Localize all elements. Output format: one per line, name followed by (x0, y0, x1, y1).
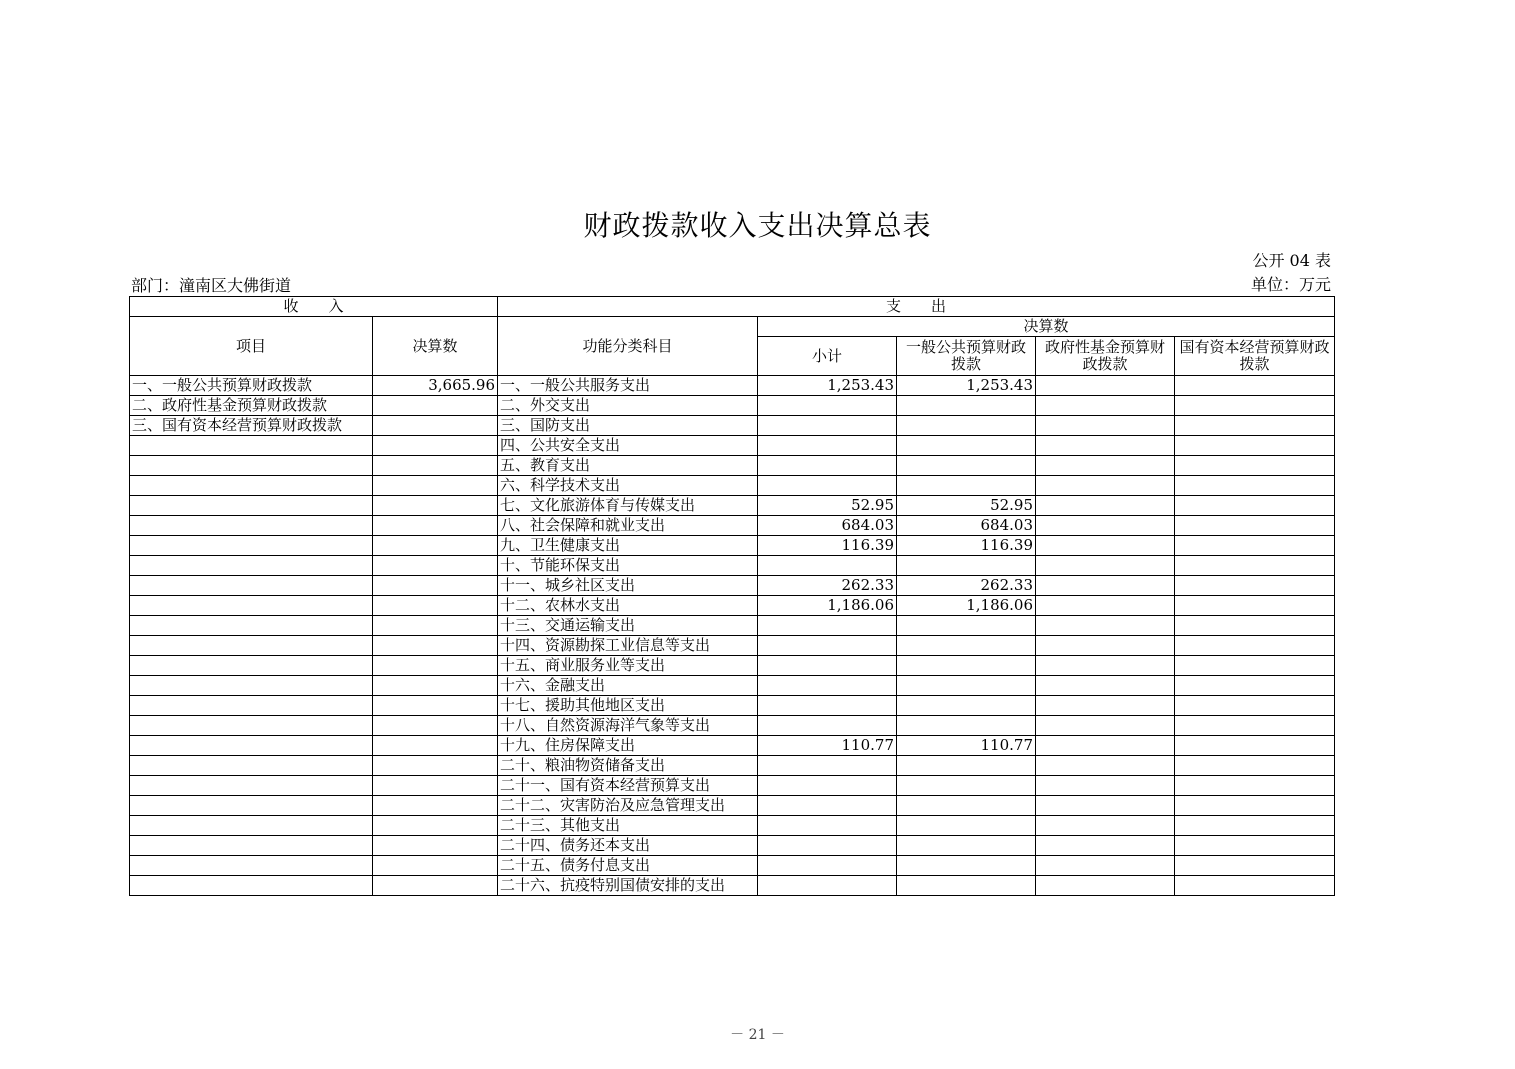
gov-fund-cell (1036, 736, 1175, 756)
table-row (130, 836, 1335, 856)
state-capital-cell (1175, 816, 1335, 836)
subtotal-cell: 1,253.43 (758, 376, 897, 396)
general-budget-cell (897, 876, 1036, 896)
expense-header: 支 出 (498, 297, 1335, 317)
income-amount-cell (373, 496, 498, 516)
income-item-cell (130, 596, 373, 616)
func-category-header: 功能分类科目 (498, 317, 758, 376)
table-row (130, 856, 1335, 876)
gov-fund-cell (1036, 496, 1175, 516)
table-row (130, 616, 1335, 636)
income-item-cell: 二、政府性基金预算财政拨款 (130, 396, 373, 416)
general-budget-cell (897, 476, 1036, 496)
income-amount-cell (373, 716, 498, 736)
expense-item-cell: 十八、自然资源海洋气象等支出 (498, 716, 758, 736)
subtotal-cell (758, 716, 897, 736)
gov-fund-cell (1036, 756, 1175, 776)
expense-item-cell: 八、社会保障和就业支出 (498, 516, 758, 536)
state-capital-cell (1175, 716, 1335, 736)
expense-item-cell: 一、一般公共服务支出 (498, 376, 758, 396)
final-amount-group-header: 决算数 (758, 317, 1335, 337)
subtotal-cell (758, 756, 897, 776)
table-row (130, 736, 1335, 756)
state-capital-cell (1175, 736, 1335, 756)
income-amount-cell (373, 636, 498, 656)
expense-item-cell: 二十五、债务付息支出 (498, 856, 758, 876)
subtotal-cell: 116.39 (758, 536, 897, 556)
income-amount-cell (373, 816, 498, 836)
general-budget-cell (897, 456, 1036, 476)
table-row (130, 636, 1335, 656)
income-item-cell: 一、一般公共预算财政拨款 (130, 376, 373, 396)
gov-fund-cell (1036, 636, 1175, 656)
state-capital-cell (1175, 476, 1335, 496)
state-capital-cell (1175, 616, 1335, 636)
expense-item-cell: 十四、资源勘探工业信息等支出 (498, 636, 758, 656)
table-row (130, 596, 1335, 616)
income-item-cell (130, 876, 373, 896)
gov-fund-cell (1036, 416, 1175, 436)
income-item-cell (130, 476, 373, 496)
income-item-cell (130, 496, 373, 516)
table-row (130, 676, 1335, 696)
table-row (130, 376, 1335, 396)
general-budget-cell: 110.77 (897, 736, 1036, 756)
state-capital-cell (1175, 656, 1335, 676)
expense-item-cell: 十七、援助其他地区支出 (498, 696, 758, 716)
expense-item-cell: 五、教育支出 (498, 456, 758, 476)
state-capital-cell (1175, 856, 1335, 876)
general-budget-header: 一般公共预算财政拨款 (897, 337, 1036, 376)
table-row (130, 516, 1335, 536)
general-budget-cell (897, 696, 1036, 716)
table-row (130, 416, 1335, 436)
gov-fund-cell (1036, 396, 1175, 416)
income-amount-cell (373, 456, 498, 476)
income-amount-cell (373, 596, 498, 616)
general-budget-cell (897, 816, 1036, 836)
table-row (130, 556, 1335, 576)
state-capital-cell (1175, 596, 1335, 616)
table-row (130, 796, 1335, 816)
expense-item-cell: 十六、金融支出 (498, 676, 758, 696)
state-capital-cell (1175, 776, 1335, 796)
income-amount-cell (373, 416, 498, 436)
income-amount-cell (373, 396, 498, 416)
income-amount-cell (373, 576, 498, 596)
state-capital-cell (1175, 396, 1335, 416)
general-budget-cell (897, 776, 1036, 796)
income-amount-cell (373, 696, 498, 716)
subtotal-header: 小计 (758, 337, 897, 376)
income-amount-cell (373, 776, 498, 796)
income-amount-cell (373, 796, 498, 816)
subtotal-cell (758, 476, 897, 496)
income-item-cell (130, 576, 373, 596)
income-item-cell (130, 736, 373, 756)
income-item-cell (130, 856, 373, 876)
subtotal-cell (758, 676, 897, 696)
general-budget-cell: 52.95 (897, 496, 1036, 516)
gov-fund-cell (1036, 476, 1175, 496)
general-budget-cell (897, 636, 1036, 656)
expense-item-cell: 三、国防支出 (498, 416, 758, 436)
table-row (130, 716, 1335, 736)
header-row-2 (130, 317, 1335, 337)
state-capital-cell (1175, 516, 1335, 536)
gov-fund-cell (1036, 656, 1175, 676)
subtotal-cell (758, 436, 897, 456)
subtotal-cell (758, 656, 897, 676)
general-budget-cell (897, 656, 1036, 676)
header-row-1 (130, 297, 1335, 317)
table-row (130, 536, 1335, 556)
department-label: 部门：潼南区大佛街道 (131, 276, 292, 295)
state-capital-cell (1175, 796, 1335, 816)
expense-item-cell: 二十二、灾害防治及应急管理支出 (498, 796, 758, 816)
table-row (130, 656, 1335, 676)
state-capital-cell (1175, 456, 1335, 476)
table-row (130, 696, 1335, 716)
table-row (130, 476, 1335, 496)
state-capital-cell (1175, 576, 1335, 596)
general-budget-cell (897, 716, 1036, 736)
income-item-cell (130, 436, 373, 456)
subtotal-cell: 262.33 (758, 576, 897, 596)
income-item-cell (130, 656, 373, 676)
gov-fund-cell (1036, 856, 1175, 876)
general-budget-cell: 116.39 (897, 536, 1036, 556)
expense-item-cell: 六、科学技术支出 (498, 476, 758, 496)
subtotal-cell (758, 796, 897, 816)
table-row (130, 396, 1335, 416)
gov-fund-cell (1036, 816, 1175, 836)
subtotal-cell (758, 776, 897, 796)
state-capital-cell (1175, 416, 1335, 436)
expense-item-cell: 十二、农林水支出 (498, 596, 758, 616)
income-amount-cell (373, 476, 498, 496)
general-budget-cell (897, 836, 1036, 856)
income-amount-cell (373, 656, 498, 676)
subtotal-cell: 1,186.06 (758, 596, 897, 616)
income-item-cell (130, 816, 373, 836)
subtotal-cell (758, 616, 897, 636)
gov-fund-header: 政府性基金预算财政拨款 (1036, 337, 1175, 376)
state-capital-cell (1175, 556, 1335, 576)
state-capital-cell (1175, 496, 1335, 516)
subtotal-cell (758, 696, 897, 716)
income-amount-cell (373, 436, 498, 456)
general-budget-cell: 1,253.43 (897, 376, 1036, 396)
income-item-cell (130, 676, 373, 696)
subtotal-cell: 684.03 (758, 516, 897, 536)
subtotal-cell: 110.77 (758, 736, 897, 756)
gov-fund-cell (1036, 376, 1175, 396)
table-row (130, 576, 1335, 596)
subtotal-cell (758, 416, 897, 436)
general-budget-cell (897, 676, 1036, 696)
page-title: 财政拨款收入支出决算总表 (583, 209, 932, 242)
general-budget-cell (897, 556, 1036, 576)
income-item-cell (130, 796, 373, 816)
state-capital-cell (1175, 676, 1335, 696)
subtotal-cell (758, 876, 897, 896)
expense-item-cell: 七、文化旅游体育与传媒支出 (498, 496, 758, 516)
state-capital-header: 国有资本经营预算财政拨款 (1175, 337, 1335, 376)
subtotal-cell (758, 396, 897, 416)
gov-fund-cell (1036, 556, 1175, 576)
subtotal-cell (758, 816, 897, 836)
income-amount-cell (373, 736, 498, 756)
income-item-cell (130, 636, 373, 656)
income-amount-cell (373, 536, 498, 556)
income-amount-cell (373, 556, 498, 576)
income-amount-cell: 3,665.96 (373, 376, 498, 396)
gov-fund-cell (1036, 836, 1175, 856)
general-budget-cell: 684.03 (897, 516, 1036, 536)
income-item-cell (130, 756, 373, 776)
subtotal-cell: 52.95 (758, 496, 897, 516)
subtotal-cell (758, 456, 897, 476)
general-budget-cell (897, 436, 1036, 456)
table-row (130, 876, 1335, 896)
form-number: 公开 04 表 (1252, 251, 1331, 270)
gov-fund-cell (1036, 716, 1175, 736)
gov-fund-cell (1036, 516, 1175, 536)
expense-item-cell: 二十三、其他支出 (498, 816, 758, 836)
subtotal-cell (758, 856, 897, 876)
subtotal-cell (758, 636, 897, 656)
income-amount-cell (373, 676, 498, 696)
expense-item-cell: 二十一、国有资本经营预算支出 (498, 776, 758, 796)
general-budget-cell (897, 416, 1036, 436)
expense-item-cell: 十三、交通运输支出 (498, 616, 758, 636)
expense-item-cell: 十九、住房保障支出 (498, 736, 758, 756)
gov-fund-cell (1036, 676, 1175, 696)
gov-fund-cell (1036, 796, 1175, 816)
table-row (130, 496, 1335, 516)
income-amount-cell (373, 876, 498, 896)
table-row (130, 776, 1335, 796)
gov-fund-cell (1036, 576, 1175, 596)
income-item-cell (130, 456, 373, 476)
state-capital-cell (1175, 436, 1335, 456)
expense-item-cell: 二十、粮油物资储备支出 (498, 756, 758, 776)
state-capital-cell (1175, 696, 1335, 716)
expense-item-cell: 十、节能环保支出 (498, 556, 758, 576)
income-item-cell (130, 556, 373, 576)
income-item-cell (130, 616, 373, 636)
income-header: 收 入 (130, 297, 498, 317)
general-budget-cell: 262.33 (897, 576, 1036, 596)
general-budget-cell: 1,186.06 (897, 596, 1036, 616)
expense-item-cell: 十一、城乡社区支出 (498, 576, 758, 596)
subtotal-cell (758, 836, 897, 856)
income-item-cell (130, 696, 373, 716)
gov-fund-cell (1036, 876, 1175, 896)
general-budget-cell (897, 856, 1036, 876)
table-row (130, 436, 1335, 456)
item-header: 项目 (130, 317, 373, 376)
gov-fund-cell (1036, 616, 1175, 636)
expense-item-cell: 二十四、债务还本支出 (498, 836, 758, 856)
income-item-cell (130, 776, 373, 796)
page-number: － 21 － (730, 1027, 785, 1043)
final-amount-header: 决算数 (373, 317, 498, 376)
gov-fund-cell (1036, 596, 1175, 616)
table-row (130, 816, 1335, 836)
expense-item-cell: 二、外交支出 (498, 396, 758, 416)
income-amount-cell (373, 516, 498, 536)
gov-fund-cell (1036, 436, 1175, 456)
income-item-cell (130, 536, 373, 556)
gov-fund-cell (1036, 536, 1175, 556)
expense-item-cell: 四、公共安全支出 (498, 436, 758, 456)
state-capital-cell (1175, 376, 1335, 396)
state-capital-cell (1175, 636, 1335, 656)
gov-fund-cell (1036, 456, 1175, 476)
income-amount-cell (373, 856, 498, 876)
expense-item-cell: 十五、商业服务业等支出 (498, 656, 758, 676)
state-capital-cell (1175, 836, 1335, 856)
state-capital-cell (1175, 876, 1335, 896)
income-item-cell (130, 716, 373, 736)
general-budget-cell (897, 616, 1036, 636)
state-capital-cell (1175, 536, 1335, 556)
table-row (130, 456, 1335, 476)
income-item-cell: 三、国有资本经营预算财政拨款 (130, 416, 373, 436)
expense-item-cell: 二十六、抗疫特别国债安排的支出 (498, 876, 758, 896)
gov-fund-cell (1036, 776, 1175, 796)
general-budget-cell (897, 796, 1036, 816)
income-amount-cell (373, 616, 498, 636)
gov-fund-cell (1036, 696, 1175, 716)
income-amount-cell (373, 836, 498, 856)
general-budget-cell (897, 756, 1036, 776)
subtotal-cell (758, 556, 897, 576)
table-row (130, 756, 1335, 776)
budget-summary-table (129, 296, 1335, 896)
expense-item-cell: 九、卫生健康支出 (498, 536, 758, 556)
income-item-cell (130, 516, 373, 536)
state-capital-cell (1175, 756, 1335, 776)
general-budget-cell (897, 396, 1036, 416)
income-item-cell (130, 836, 373, 856)
income-amount-cell (373, 756, 498, 776)
unit-label: 单位：万元 (1250, 275, 1331, 294)
